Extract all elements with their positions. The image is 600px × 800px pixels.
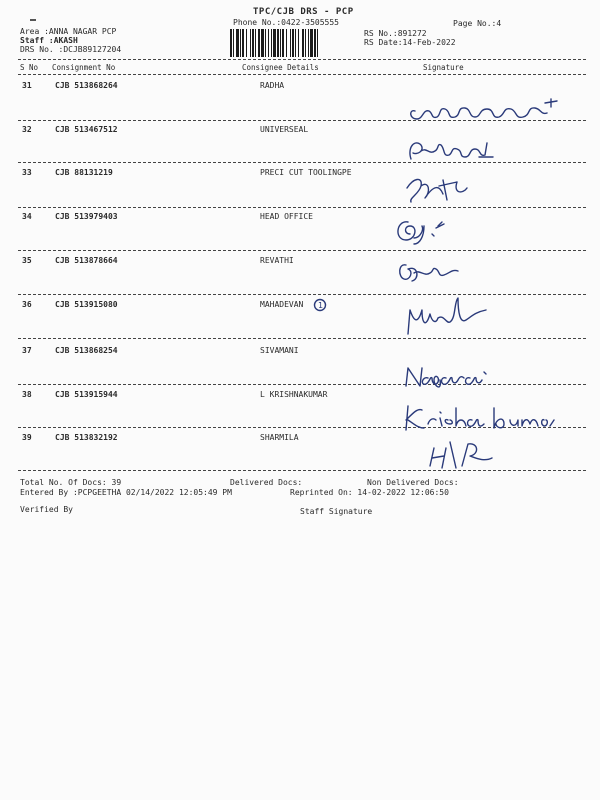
row-consignment-no: CJB 513868264 xyxy=(55,81,118,90)
row-divider xyxy=(18,294,586,295)
row-consignee: UNIVERSEAL xyxy=(260,125,309,134)
row-consignment-no: CJB 513979403 xyxy=(55,212,118,221)
barcode-bar xyxy=(317,29,318,57)
barcode-bar xyxy=(236,29,239,57)
barcode-bar xyxy=(265,29,266,57)
row-consignment-no: CJB 513915944 xyxy=(55,390,118,399)
barcode-bar xyxy=(242,29,244,57)
barcode-bar xyxy=(308,29,309,57)
rs-date: RS Date:14-Feb-2022 xyxy=(364,38,456,47)
row-consignment-no: CJB 513878664 xyxy=(55,256,118,265)
signature-32 xyxy=(405,137,515,163)
entered-by: Entered By :PCPGEETHA 02/14/2022 12:05:49 PM xyxy=(20,488,232,497)
row-consignment-no: CJB 88131219 xyxy=(55,168,113,177)
barcode-bar xyxy=(286,29,287,57)
staff-signature: Staff Signature xyxy=(300,507,373,516)
barcode-bar xyxy=(290,29,291,57)
page-number: Page No.:4 xyxy=(453,19,502,28)
row-divider xyxy=(18,384,586,385)
row-consignee: RADHA xyxy=(260,81,285,90)
barcode-bar xyxy=(271,29,272,57)
barcode-bar xyxy=(277,29,279,57)
barcode-bar xyxy=(302,29,304,57)
barcode-bar xyxy=(268,29,269,57)
signature-39 xyxy=(420,438,500,470)
signature-33 xyxy=(403,172,473,206)
barcode-bar xyxy=(292,29,294,57)
barcode-bar xyxy=(261,29,264,57)
barcode-bar xyxy=(295,29,296,57)
row-sno: 31 xyxy=(22,81,32,90)
barcode-bar xyxy=(246,29,247,57)
row-divider xyxy=(18,470,586,471)
barcode-bar xyxy=(240,29,241,57)
barcode-bar xyxy=(255,29,256,57)
row-sno: 38 xyxy=(22,390,32,399)
total-docs: Total No. Of Docs: 39 xyxy=(20,478,122,487)
reprinted-on: Reprinted On: 14-02-2022 12:06:50 xyxy=(290,488,449,497)
signature-31 xyxy=(405,95,565,125)
row-sno: 32 xyxy=(22,125,32,134)
row-sno: 35 xyxy=(22,256,32,265)
barcode-bar xyxy=(233,29,234,57)
signature-35 xyxy=(396,257,462,287)
scan-speck xyxy=(30,19,36,21)
row-consignment-no: CJB 513832192 xyxy=(55,433,118,442)
row-consignment-no: CJB 513915080 xyxy=(55,300,118,309)
row-divider xyxy=(18,250,586,251)
barcode-bar xyxy=(282,29,284,57)
barcode-bar xyxy=(310,29,313,57)
column-header-consignment: Consignment No xyxy=(52,63,116,72)
barcode-bar xyxy=(230,29,232,57)
signature-37 xyxy=(400,362,490,392)
row-sno: 37 xyxy=(22,346,32,355)
verified-by: Verified By xyxy=(20,505,73,514)
row-sno: 39 xyxy=(22,433,32,442)
row-consignee: REVATHI xyxy=(260,256,294,265)
row-divider xyxy=(18,338,586,339)
barcode-bar xyxy=(298,29,299,57)
barcode-bar xyxy=(258,29,260,57)
column-header-signature: Signature xyxy=(423,63,464,72)
row-consignee: SIVAMANI xyxy=(260,346,299,355)
barcode-bar xyxy=(252,29,254,57)
staff-label: Staff :AKASH xyxy=(20,36,78,45)
row-sno: 33 xyxy=(22,168,32,177)
divider xyxy=(18,74,586,75)
row-consignee: MAHADEVAN xyxy=(260,300,304,309)
document-title: TPC/CJB DRS - PCP xyxy=(253,7,354,17)
signature-34 xyxy=(390,212,450,246)
row-consignee: SHARMILA xyxy=(260,433,299,442)
row-consignee: PRECI CUT TOOLINGPE xyxy=(260,168,352,177)
column-header-consignee: Consignee Details xyxy=(242,63,319,72)
signature-36 xyxy=(400,294,490,340)
area-label: Area :ANNA NAGAR PCP xyxy=(20,27,117,36)
annotation-mark: 1 xyxy=(318,301,324,310)
rs-number: RS No.:891272 xyxy=(364,29,427,38)
non-delivered-docs: Non Delivered Docs: xyxy=(367,478,459,487)
drs-number: DRS No. :DCJB89127204 xyxy=(20,45,122,54)
barcode-bar xyxy=(273,29,276,57)
row-divider xyxy=(18,207,586,208)
barcode-bar xyxy=(314,29,316,57)
handwritten-annotation xyxy=(313,298,327,312)
phone-number: 0422-3505555 xyxy=(281,18,339,27)
row-consignment-no: CJB 513868254 xyxy=(55,346,118,355)
signature-38 xyxy=(400,400,560,434)
phone-line xyxy=(233,18,339,28)
barcode xyxy=(230,29,357,57)
row-consignment-no: CJB 513467512 xyxy=(55,125,118,134)
barcode-bar xyxy=(305,29,306,57)
row-sno: 36 xyxy=(22,300,32,309)
phone-label: Phone No.: xyxy=(233,18,282,27)
delivered-docs: Delivered Docs: xyxy=(230,478,303,487)
row-consignee: L KRISHNAKUMAR xyxy=(260,390,328,399)
column-header-sno: S No xyxy=(20,63,39,72)
barcode-bar xyxy=(280,29,281,57)
divider xyxy=(18,59,586,60)
row-consignee: HEAD OFFICE xyxy=(260,212,313,221)
barcode-bar xyxy=(250,29,251,57)
row-sno: 34 xyxy=(22,212,32,221)
